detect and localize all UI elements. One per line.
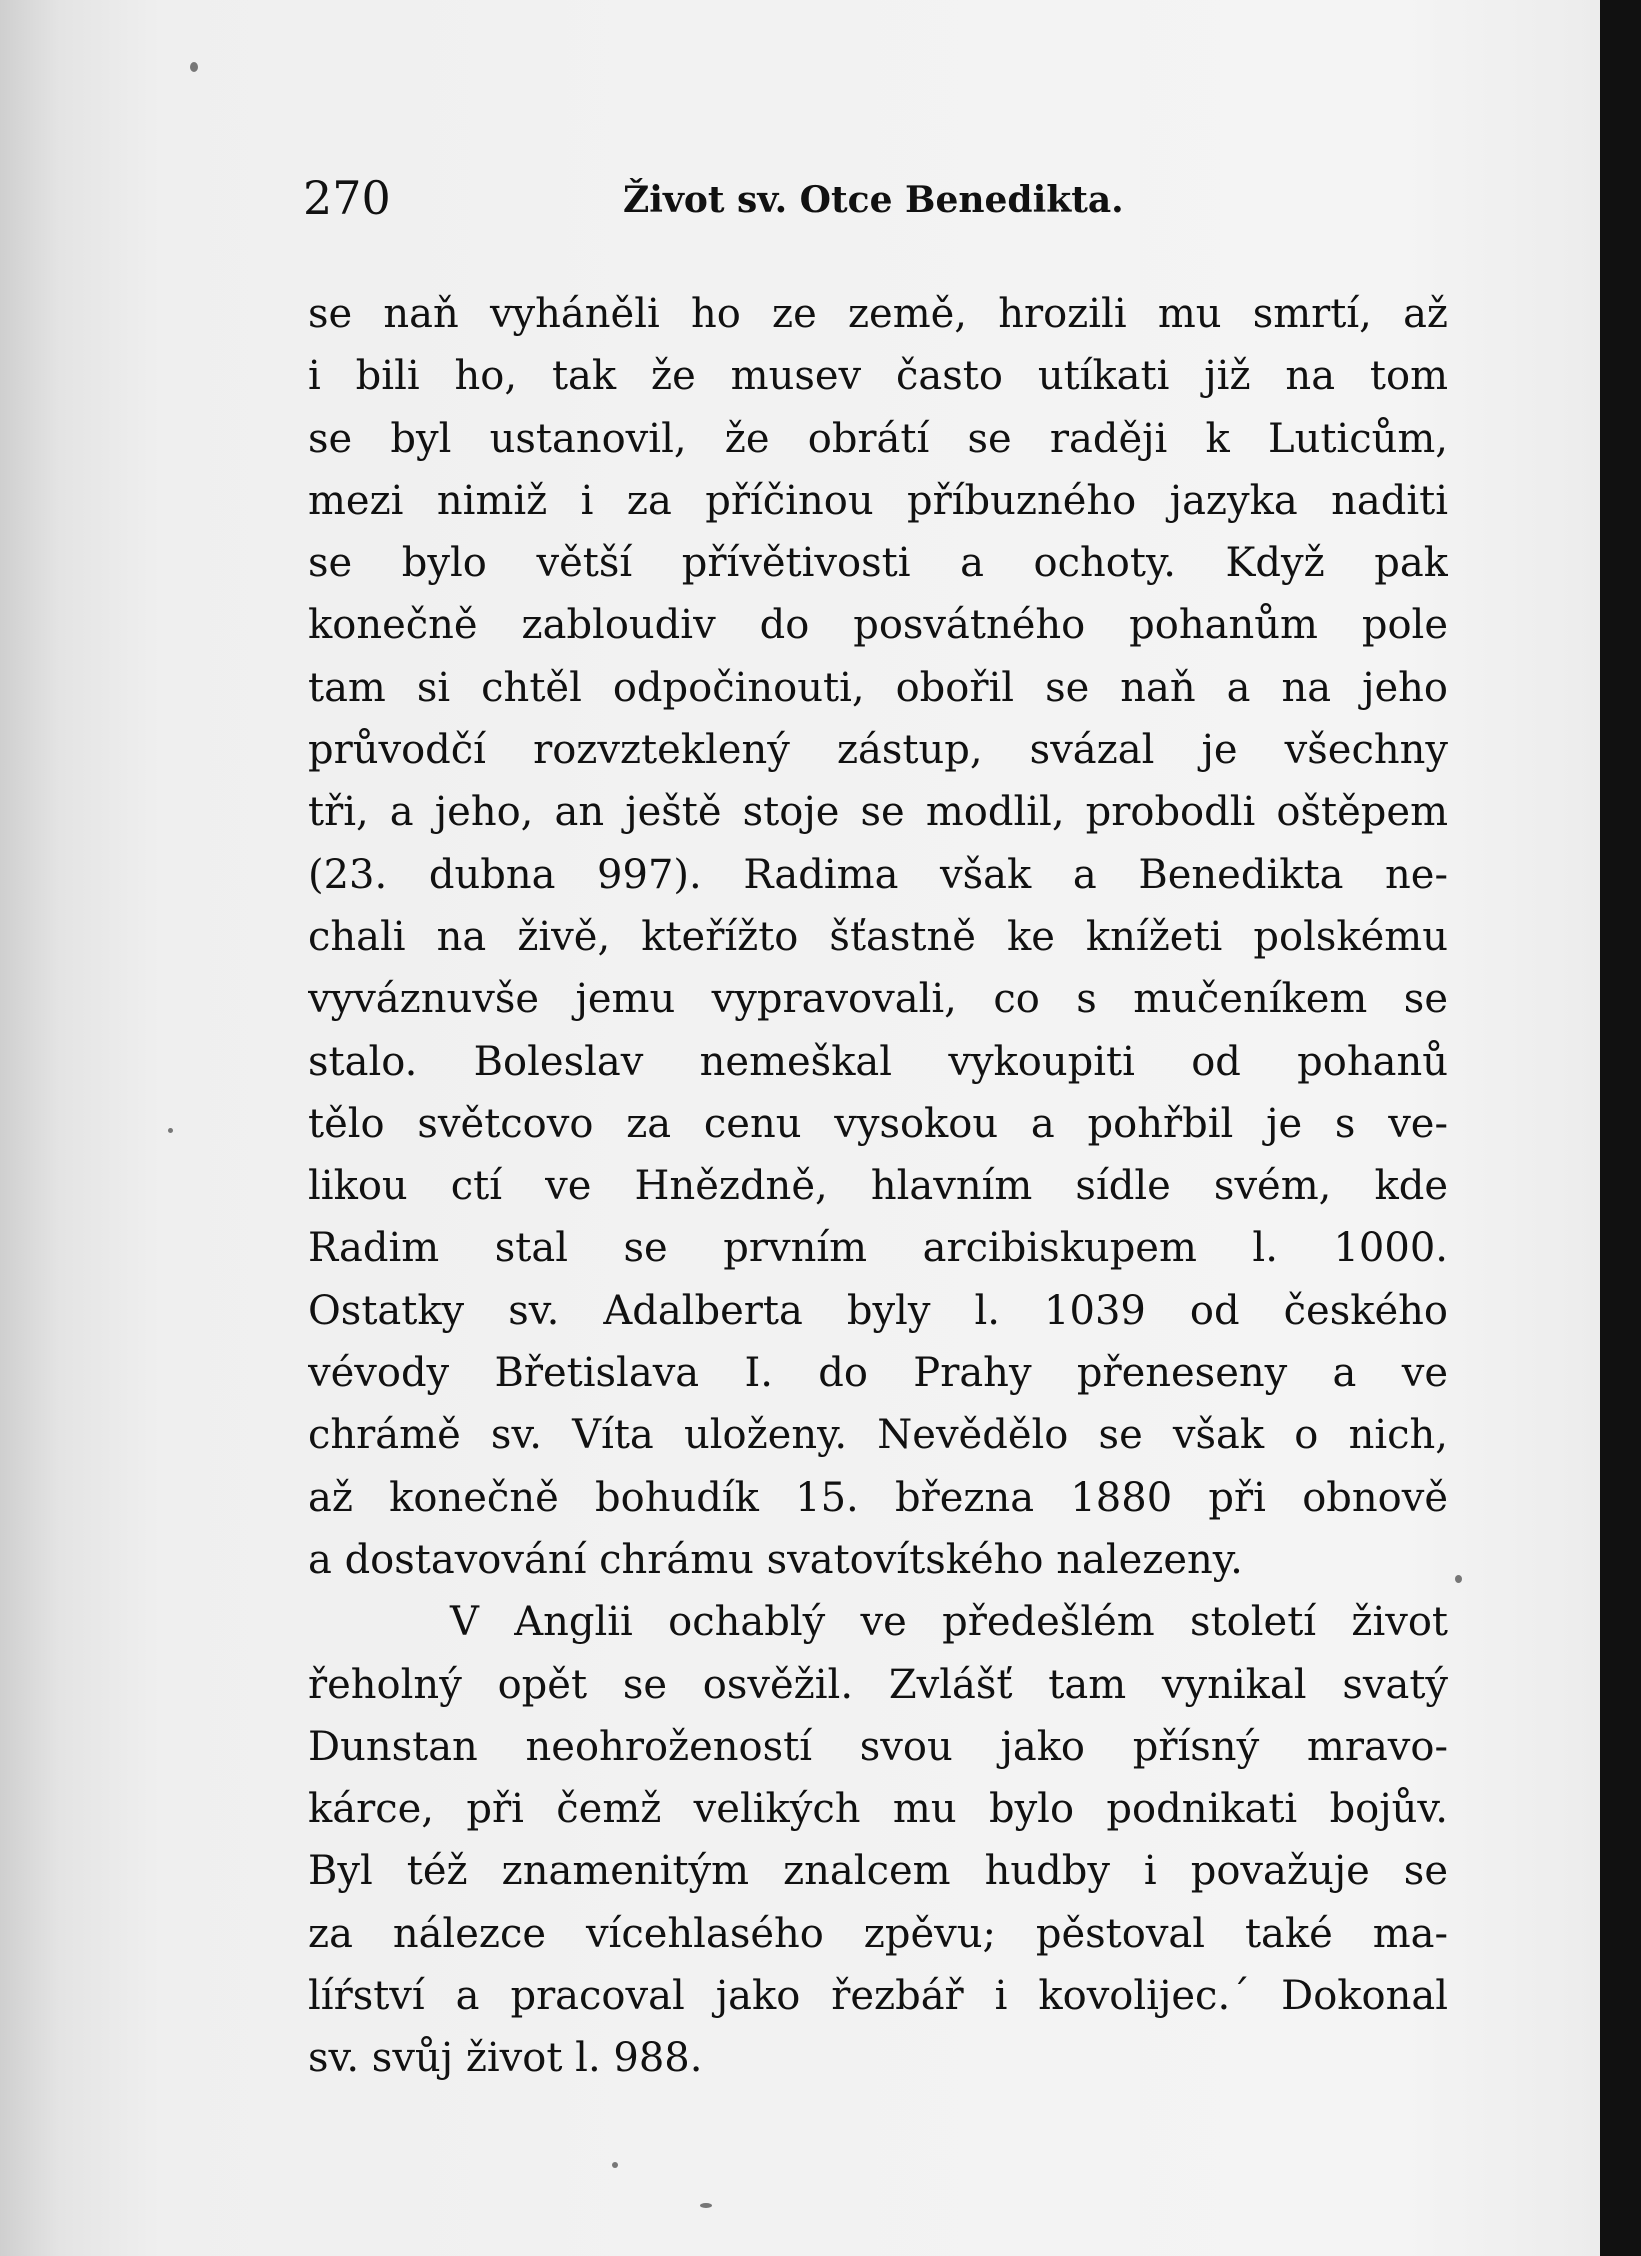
body-text	[308, 283, 1448, 2090]
text-line: V Anglii ochablý ve předešlém století život	[450, 1599, 1448, 1646]
paper-speck	[1455, 1575, 1462, 1583]
running-title: Život sv. Otce Benedikta.	[623, 179, 1124, 221]
text-line: konečně zabloudiv do posvátného pohanům pole	[308, 602, 1448, 649]
text-line: chrámě sv. Víta uloženy. Nevědělo se však o nich,	[308, 1412, 1448, 1459]
text-line: stalo. Boleslav nemeškal vykoupiti od pohanů	[308, 1038, 1448, 1085]
text-line: vévody Břetislava I. do Prahy přeneseny a ve	[308, 1350, 1448, 1397]
text-line: likou ctí ve Hnězdně, hlavním sídle svém, kde	[308, 1163, 1448, 1210]
text-line: tělo světcovo za cenu vysokou a pohřbil je s ve-	[308, 1100, 1448, 1147]
text-line: i bili ho, tak že musev často utíkati již na tom	[308, 353, 1448, 400]
text-line: Byl též znamenitým znalcem hudby i považuje se	[308, 1848, 1448, 1895]
text-line: a dostavování chrámu svatovítského nalezeny.	[308, 1536, 1243, 1583]
scan-border	[1600, 0, 1641, 2256]
text-line: mezi nimiž i za příčinou příbuzného jazyka naditi	[308, 477, 1448, 524]
paragraph-2	[308, 1591, 1448, 2089]
text-line: až konečně bohudík 15. března 1880 při obnově	[308, 1474, 1448, 1521]
text-line: Dunstan neohrožeností svou jako přísný mravo-	[308, 1723, 1448, 1770]
text-line: za nálezce vícehlasého zpěvu; pěstoval také ma-	[308, 1910, 1448, 1957]
page-header	[303, 168, 1448, 228]
text-line: (23. dubna 997). Radima však a Benedikta ne-	[308, 851, 1448, 898]
text-line: tam si chtěl odpočinouti, obořil se naň a na jeho	[308, 664, 1448, 711]
text-line: tři, a jeho, an ještě stoje se modlil, probodli oštěpem	[308, 789, 1448, 836]
text-line: vyváznuvše jemu vypravovali, co s mučeníkem se	[308, 976, 1448, 1023]
text-line: se bylo větší přívětivosti a ochoty. Když pak	[308, 540, 1448, 587]
paper-speck	[612, 2162, 618, 2168]
text-line: se naň vyháněli ho ze země, hrozili mu smrtí, až	[308, 291, 1448, 337]
text-line: Ostatky sv. Adalberta byly l. 1039 od českého	[308, 1287, 1448, 1334]
paragraph-1	[308, 283, 1448, 1591]
text-line: se byl ustanovil, že obrátí se raději k Luticům,	[308, 415, 1448, 462]
page-number: 270	[303, 171, 391, 225]
text-line: průvodčí rozvzteklený zástup, svázal je všechny	[308, 727, 1448, 774]
text-line: Radim stal se prvním arcibiskupem l. 1000.	[308, 1225, 1448, 1272]
text-line: sv. svůj život l. 988.	[308, 2035, 703, 2082]
text-line: kárce, při čemž velikých mu bylo podnikati bojův.	[308, 1786, 1448, 1833]
paper-speck	[168, 1128, 173, 1133]
text-line: chali na živě, kteřížto šťastně ke knížeti polskému	[308, 913, 1448, 960]
paper-speck	[190, 62, 198, 72]
text-line: líŕství a pracoval jako řezbář i kovolijec.´ Dokonal	[308, 1973, 1448, 2020]
paper-speck	[700, 2203, 712, 2208]
text-line: řeholný opět se osvěžil. Zvlášť tam vynikal svatý	[308, 1661, 1448, 1708]
